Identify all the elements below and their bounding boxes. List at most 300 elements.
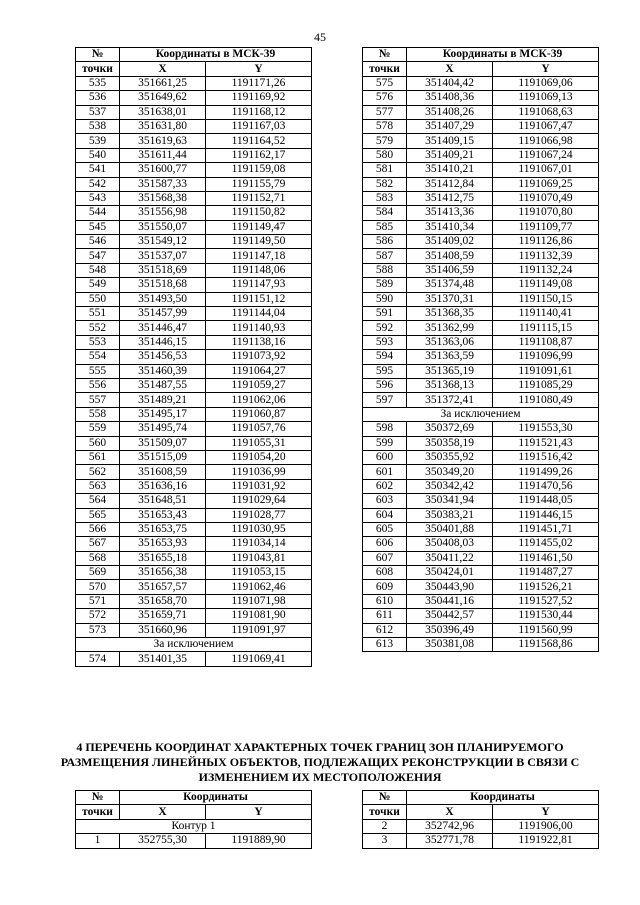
y-coordinate: 1191108,87 — [493, 335, 599, 349]
point-number: 589 — [363, 278, 407, 292]
exclusion-label-row — [363, 407, 599, 421]
x-coordinate: 351374,48 — [407, 278, 493, 292]
point-number: 555 — [76, 364, 120, 378]
point-number: 610 — [363, 594, 407, 608]
y-coordinate: 1191096,99 — [493, 350, 599, 364]
point-number: 607 — [363, 551, 407, 565]
point-number: 592 — [363, 321, 407, 335]
x-coordinate: 351611,44 — [120, 148, 206, 162]
y-coordinate: 1191553,30 — [493, 422, 599, 436]
x-coordinate: 351362,99 — [407, 321, 493, 335]
x-coordinate: 351460,39 — [120, 364, 206, 378]
table-row — [76, 508, 312, 522]
table-row — [76, 834, 312, 848]
x-coordinate: 351549,12 — [120, 235, 206, 249]
table-row — [76, 436, 312, 450]
point-number: 545 — [76, 220, 120, 234]
point-number: 573 — [76, 623, 120, 637]
point-number: 608 — [363, 566, 407, 580]
x-coordinate: 351659,71 — [120, 609, 206, 623]
x-coordinate: 351365,19 — [407, 364, 493, 378]
y-coordinate: 1191527,52 — [493, 594, 599, 608]
x-coordinate: 351518,68 — [120, 278, 206, 292]
table-row — [76, 249, 312, 263]
x-coordinate: 351638,01 — [120, 105, 206, 119]
exclusion-label: За исключением — [76, 638, 312, 652]
y-coordinate: 1191568,86 — [493, 638, 599, 652]
point-number: 599 — [363, 436, 407, 450]
point-number: 576 — [363, 91, 407, 105]
table-row — [363, 163, 599, 177]
y-coordinate: 1191140,41 — [493, 307, 599, 321]
table-row — [363, 177, 599, 191]
header-row — [76, 791, 312, 805]
point-number: 544 — [76, 206, 120, 220]
table-row — [76, 350, 312, 364]
x-coordinate: 351653,93 — [120, 537, 206, 551]
y-coordinate: 1191521,43 — [493, 436, 599, 450]
x-coordinate: 350381,08 — [407, 638, 493, 652]
table-row — [76, 623, 312, 637]
point-number: 536 — [76, 91, 120, 105]
table-row — [76, 191, 312, 205]
header-row — [76, 805, 312, 819]
point-number: 590 — [363, 292, 407, 306]
coordinates-table-right — [362, 47, 599, 652]
y-coordinate: 1191144,04 — [206, 307, 312, 321]
y-coordinate: 1191115,15 — [493, 321, 599, 335]
point-number: 547 — [76, 249, 120, 263]
table-row — [76, 364, 312, 378]
x-coordinate: 351368,13 — [407, 378, 493, 392]
point-number: 553 — [76, 335, 120, 349]
table-row — [363, 623, 599, 637]
header-x: X — [407, 805, 493, 819]
table-row — [363, 393, 599, 407]
header-y: Y — [493, 62, 599, 76]
x-coordinate: 351408,26 — [407, 105, 493, 119]
point-number: 556 — [76, 378, 120, 392]
x-coordinate: 351550,07 — [120, 220, 206, 234]
x-coordinate: 351363,06 — [407, 335, 493, 349]
point-number: 541 — [76, 163, 120, 177]
x-coordinate: 351409,21 — [407, 148, 493, 162]
y-coordinate: 1191132,39 — [493, 249, 599, 263]
point-number: 603 — [363, 494, 407, 508]
point-number: 597 — [363, 393, 407, 407]
exclusion-label: За исключением — [363, 407, 599, 421]
point-number: 539 — [76, 134, 120, 148]
x-coordinate: 351363,59 — [407, 350, 493, 364]
point-number: 596 — [363, 378, 407, 392]
header-point-label: точки — [363, 62, 407, 76]
table-row — [363, 91, 599, 105]
point-number: 563 — [76, 479, 120, 493]
section-4-table-right — [362, 790, 599, 849]
table-row — [363, 263, 599, 277]
point-number: 587 — [363, 249, 407, 263]
table-row — [76, 537, 312, 551]
table-row — [76, 263, 312, 277]
header-point-label: точки — [363, 805, 407, 819]
x-coordinate: 351661,25 — [120, 76, 206, 90]
table-row — [76, 566, 312, 580]
y-coordinate: 1191138,16 — [206, 335, 312, 349]
x-coordinate: 351410,21 — [407, 163, 493, 177]
point-number: 537 — [76, 105, 120, 119]
y-coordinate: 1191149,08 — [493, 278, 599, 292]
y-coordinate: 1191147,18 — [206, 249, 312, 263]
x-coordinate: 352755,30 — [120, 834, 206, 848]
table-row — [76, 119, 312, 133]
table-row — [76, 163, 312, 177]
point-number: 546 — [76, 235, 120, 249]
point-number: 611 — [363, 609, 407, 623]
y-coordinate: 1191151,12 — [206, 292, 312, 306]
table-row — [363, 537, 599, 551]
table-row — [363, 479, 599, 493]
x-coordinate: 351456,53 — [120, 350, 206, 364]
y-coordinate: 1191922,81 — [493, 834, 599, 848]
header-row — [363, 62, 599, 76]
table-row — [363, 819, 599, 833]
table-row — [363, 638, 599, 652]
y-coordinate: 1191069,41 — [206, 652, 312, 666]
point-number: 601 — [363, 465, 407, 479]
header-coordinates: Координаты — [120, 791, 312, 805]
table-row — [76, 307, 312, 321]
y-coordinate: 1191169,92 — [206, 91, 312, 105]
table-row — [363, 335, 599, 349]
y-coordinate: 1191560,99 — [493, 623, 599, 637]
y-coordinate: 1191055,31 — [206, 436, 312, 450]
x-coordinate: 351587,33 — [120, 177, 206, 191]
table-row — [363, 321, 599, 335]
x-coordinate: 351631,80 — [120, 119, 206, 133]
x-coordinate: 351568,38 — [120, 191, 206, 205]
x-coordinate: 351657,57 — [120, 580, 206, 594]
x-coordinate: 351600,77 — [120, 163, 206, 177]
table-row — [76, 91, 312, 105]
point-number: 562 — [76, 465, 120, 479]
table-row — [363, 191, 599, 205]
point-number: 564 — [76, 494, 120, 508]
y-coordinate: 1191066,98 — [493, 134, 599, 148]
y-coordinate: 1191043,81 — [206, 551, 312, 565]
table-row — [363, 551, 599, 565]
point-number: 582 — [363, 177, 407, 191]
x-coordinate: 351655,18 — [120, 551, 206, 565]
point-number: 552 — [76, 321, 120, 335]
table-row — [363, 834, 599, 848]
table-row — [363, 76, 599, 90]
header-point-label: точки — [76, 805, 120, 819]
point-number: 602 — [363, 479, 407, 493]
section-4-heading: 4 ПЕРЕЧЕНЬ КООРДИНАТ ХАРАКТЕРНЫХ ТОЧЕК ГРАНИЦ ЗОН ПЛАНИРУЕМОГО РАЗМЕЩЕНИЯ ЛИНЕЙНЫХ ОБЪЕКТОВ, ПОДЛЕЖАЩИХ РЕКОНСТРУКЦИИ В СВЯЗИ С ИЗМЕНЕНИЕМ ИХ МЕСТОПОЛОЖЕНИЯ — [60, 740, 580, 784]
table-row — [363, 292, 599, 306]
x-coordinate: 351407,29 — [407, 119, 493, 133]
x-coordinate: 351653,75 — [120, 522, 206, 536]
point-number: 2 — [363, 819, 407, 833]
table-row — [76, 450, 312, 464]
x-coordinate: 351410,34 — [407, 220, 493, 234]
table-row — [76, 580, 312, 594]
y-coordinate: 1191132,24 — [493, 263, 599, 277]
y-coordinate: 1191171,26 — [206, 76, 312, 90]
x-coordinate: 351658,70 — [120, 594, 206, 608]
table-row — [76, 407, 312, 421]
table-row — [363, 422, 599, 436]
y-coordinate: 1191069,06 — [493, 76, 599, 90]
x-coordinate: 351636,16 — [120, 479, 206, 493]
header-row — [363, 805, 599, 819]
point-number: 584 — [363, 206, 407, 220]
x-coordinate: 351509,07 — [120, 436, 206, 450]
table-row — [363, 220, 599, 234]
y-coordinate: 1191155,79 — [206, 177, 312, 191]
x-coordinate: 351409,15 — [407, 134, 493, 148]
x-coordinate: 351409,02 — [407, 235, 493, 249]
table-row — [76, 551, 312, 565]
y-coordinate: 1191062,46 — [206, 580, 312, 594]
x-coordinate: 350441,16 — [407, 594, 493, 608]
y-coordinate: 1191168,12 — [206, 105, 312, 119]
point-number: 575 — [363, 76, 407, 90]
point-number: 535 — [76, 76, 120, 90]
header-coordinates: Координаты в МСК-39 — [120, 48, 312, 62]
table-row — [76, 235, 312, 249]
x-coordinate: 351408,36 — [407, 91, 493, 105]
table-row — [363, 235, 599, 249]
y-coordinate: 1191029,64 — [206, 494, 312, 508]
table-row — [363, 119, 599, 133]
point-number: 551 — [76, 307, 120, 321]
y-coordinate: 1191147,93 — [206, 278, 312, 292]
point-number: 580 — [363, 148, 407, 162]
header-x: X — [120, 805, 206, 819]
point-number: 595 — [363, 364, 407, 378]
point-number: 598 — [363, 422, 407, 436]
table-row — [76, 393, 312, 407]
point-number: 586 — [363, 235, 407, 249]
x-coordinate: 351660,96 — [120, 623, 206, 637]
x-coordinate: 351515,09 — [120, 450, 206, 464]
x-coordinate: 350355,92 — [407, 450, 493, 464]
header-coordinates: Координаты — [407, 791, 599, 805]
y-coordinate: 1191149,50 — [206, 235, 312, 249]
table-row — [76, 479, 312, 493]
table-row — [363, 278, 599, 292]
point-number: 572 — [76, 609, 120, 623]
table-row — [363, 249, 599, 263]
x-coordinate: 351412,84 — [407, 177, 493, 191]
x-coordinate: 350349,20 — [407, 465, 493, 479]
y-coordinate: 1191071,98 — [206, 594, 312, 608]
x-coordinate: 350396,49 — [407, 623, 493, 637]
x-coordinate: 351495,74 — [120, 422, 206, 436]
table-row — [76, 652, 312, 666]
point-number: 585 — [363, 220, 407, 234]
table-row — [363, 307, 599, 321]
header-point-number: № — [363, 791, 407, 805]
contour-label-row — [76, 819, 312, 833]
x-coordinate: 350372,69 — [407, 422, 493, 436]
point-number: 609 — [363, 580, 407, 594]
point-number: 594 — [363, 350, 407, 364]
table-row — [76, 378, 312, 392]
table-row — [363, 148, 599, 162]
point-number: 613 — [363, 638, 407, 652]
x-coordinate: 351372,41 — [407, 393, 493, 407]
table-row — [363, 580, 599, 594]
point-number: 548 — [76, 263, 120, 277]
y-coordinate: 1191530,44 — [493, 609, 599, 623]
y-coordinate: 1191028,77 — [206, 508, 312, 522]
x-coordinate: 351489,21 — [120, 393, 206, 407]
y-coordinate: 1191067,47 — [493, 119, 599, 133]
table-row — [363, 364, 599, 378]
y-coordinate: 1191070,49 — [493, 191, 599, 205]
y-coordinate: 1191109,77 — [493, 220, 599, 234]
y-coordinate: 1191081,90 — [206, 609, 312, 623]
page-number: 45 — [314, 30, 326, 44]
x-coordinate: 350408,03 — [407, 537, 493, 551]
y-coordinate: 1191064,27 — [206, 364, 312, 378]
point-number: 567 — [76, 537, 120, 551]
y-coordinate: 1191126,86 — [493, 235, 599, 249]
table-row — [363, 594, 599, 608]
table-row — [76, 422, 312, 436]
header-y: Y — [206, 805, 312, 819]
x-coordinate: 351408,59 — [407, 249, 493, 263]
point-number: 566 — [76, 522, 120, 536]
x-coordinate: 351368,35 — [407, 307, 493, 321]
x-coordinate: 351404,42 — [407, 76, 493, 90]
x-coordinate: 352771,78 — [407, 834, 493, 848]
table-row — [363, 206, 599, 220]
table-row — [363, 609, 599, 623]
x-coordinate: 351518,69 — [120, 263, 206, 277]
y-coordinate: 1191060,87 — [206, 407, 312, 421]
y-coordinate: 1191487,27 — [493, 566, 599, 580]
x-coordinate: 350341,94 — [407, 494, 493, 508]
table-row — [363, 566, 599, 580]
y-coordinate: 1191069,13 — [493, 91, 599, 105]
x-coordinate: 351493,50 — [120, 292, 206, 306]
point-number: 581 — [363, 163, 407, 177]
y-coordinate: 1191159,08 — [206, 163, 312, 177]
y-coordinate: 1191080,49 — [493, 393, 599, 407]
x-coordinate: 351495,17 — [120, 407, 206, 421]
point-number: 583 — [363, 191, 407, 205]
point-number: 606 — [363, 537, 407, 551]
header-x: X — [407, 62, 493, 76]
x-coordinate: 351406,59 — [407, 263, 493, 277]
header-row — [76, 48, 312, 62]
table-row — [363, 508, 599, 522]
y-coordinate: 1191499,26 — [493, 465, 599, 479]
y-coordinate: 1191031,92 — [206, 479, 312, 493]
x-coordinate: 350442,57 — [407, 609, 493, 623]
table-row — [76, 105, 312, 119]
x-coordinate: 351648,51 — [120, 494, 206, 508]
y-coordinate: 1191448,05 — [493, 494, 599, 508]
point-number: 568 — [76, 551, 120, 565]
x-coordinate: 351487,55 — [120, 378, 206, 392]
x-coordinate: 350443,90 — [407, 580, 493, 594]
header-coordinates: Координаты в МСК-39 — [407, 48, 599, 62]
y-coordinate: 1191053,15 — [206, 566, 312, 580]
y-coordinate: 1191446,15 — [493, 508, 599, 522]
x-coordinate: 350358,19 — [407, 436, 493, 450]
table-row — [76, 465, 312, 479]
y-coordinate: 1191069,25 — [493, 177, 599, 191]
y-coordinate: 1191067,24 — [493, 148, 599, 162]
point-number: 600 — [363, 450, 407, 464]
x-coordinate: 351457,99 — [120, 307, 206, 321]
table-row — [363, 134, 599, 148]
point-number: 3 — [363, 834, 407, 848]
x-coordinate: 351619,63 — [120, 134, 206, 148]
table-row — [76, 609, 312, 623]
y-coordinate: 1191526,21 — [493, 580, 599, 594]
table-row — [76, 494, 312, 508]
y-coordinate: 1191057,76 — [206, 422, 312, 436]
y-coordinate: 1191451,71 — [493, 522, 599, 536]
point-number: 540 — [76, 148, 120, 162]
y-coordinate: 1191167,03 — [206, 119, 312, 133]
x-coordinate: 351608,59 — [120, 465, 206, 479]
table-row — [76, 335, 312, 349]
x-coordinate: 351656,38 — [120, 566, 206, 580]
table-row — [363, 105, 599, 119]
y-coordinate: 1191150,82 — [206, 206, 312, 220]
header-point-label: точки — [76, 62, 120, 76]
x-coordinate: 350342,42 — [407, 479, 493, 493]
point-number: 550 — [76, 292, 120, 306]
table-row — [76, 522, 312, 536]
x-coordinate: 351537,07 — [120, 249, 206, 263]
table-row — [363, 350, 599, 364]
point-number: 543 — [76, 191, 120, 205]
table-row — [363, 522, 599, 536]
x-coordinate: 351370,31 — [407, 292, 493, 306]
table-row — [76, 321, 312, 335]
point-number: 549 — [76, 278, 120, 292]
x-coordinate: 351401,35 — [120, 652, 206, 666]
y-coordinate: 1191030,95 — [206, 522, 312, 536]
point-number: 579 — [363, 134, 407, 148]
point-number: 542 — [76, 177, 120, 191]
x-coordinate: 350383,21 — [407, 508, 493, 522]
y-coordinate: 1191149,47 — [206, 220, 312, 234]
point-number: 1 — [76, 834, 120, 848]
header-y: Y — [206, 62, 312, 76]
table-row — [363, 378, 599, 392]
point-number: 558 — [76, 407, 120, 421]
header-x: X — [120, 62, 206, 76]
header-y: Y — [493, 805, 599, 819]
y-coordinate: 1191073,92 — [206, 350, 312, 364]
table-row — [76, 177, 312, 191]
table-row — [76, 134, 312, 148]
y-coordinate: 1191091,97 — [206, 623, 312, 637]
x-coordinate: 351446,47 — [120, 321, 206, 335]
header-point-number: № — [363, 48, 407, 62]
y-coordinate: 1191054,20 — [206, 450, 312, 464]
x-coordinate: 350424,01 — [407, 566, 493, 580]
y-coordinate: 1191148,06 — [206, 263, 312, 277]
